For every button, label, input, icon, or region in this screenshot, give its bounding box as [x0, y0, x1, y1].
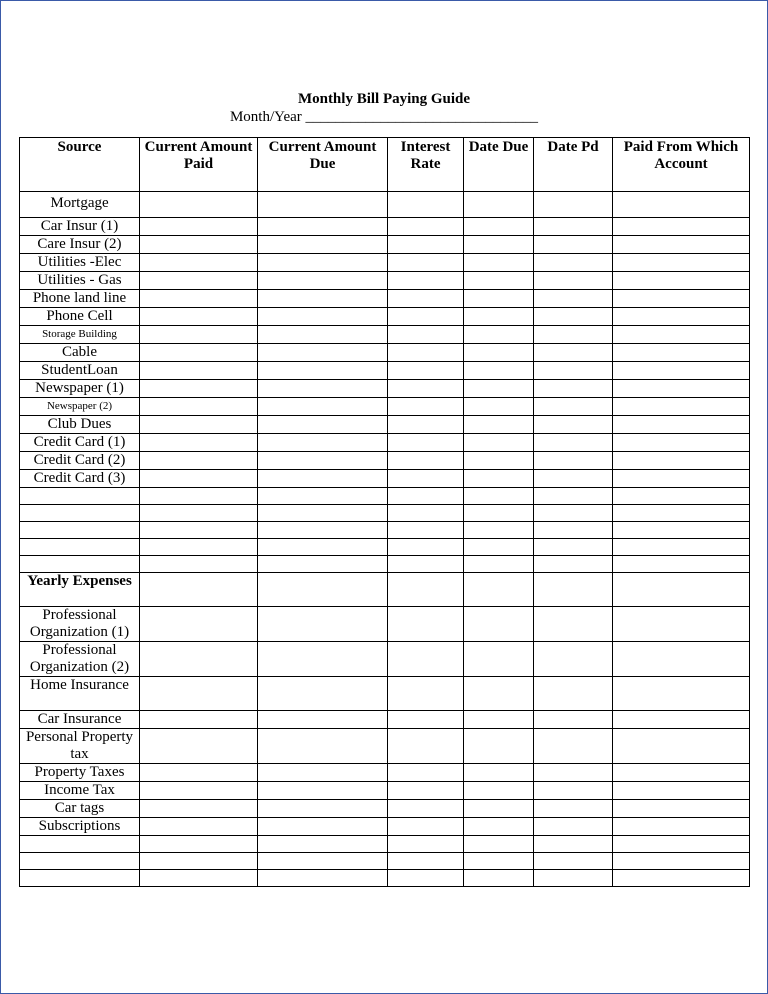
- entry-cell: [140, 800, 258, 818]
- entry-cell: [388, 764, 464, 782]
- source-cell: Cable: [20, 344, 140, 362]
- table-row: [20, 398, 750, 416]
- entry-cell: [258, 729, 388, 764]
- entry-cell: [534, 488, 613, 505]
- entry-cell: [258, 362, 388, 380]
- entry-cell: [140, 818, 258, 836]
- source-cell: Yearly Expenses: [20, 573, 140, 607]
- entry-cell: [534, 539, 613, 556]
- entry-cell: [613, 764, 750, 782]
- table-row: [20, 362, 750, 380]
- entry-cell: [613, 782, 750, 800]
- entry-cell: [258, 398, 388, 416]
- entry-cell: [258, 488, 388, 505]
- entry-cell: [534, 398, 613, 416]
- header-row: [20, 138, 750, 192]
- column-header-current-amount-due: Current Amount Due: [258, 138, 388, 192]
- entry-cell: [464, 836, 534, 853]
- table-row: [20, 522, 750, 539]
- entry-cell: [258, 818, 388, 836]
- entry-cell: [464, 218, 534, 236]
- table-row: [20, 800, 750, 818]
- table-row: [20, 236, 750, 254]
- entry-cell: [534, 870, 613, 887]
- source-cell: Phone land line: [20, 290, 140, 308]
- table-row: [20, 218, 750, 236]
- entry-cell: [140, 272, 258, 290]
- entry-cell: [464, 870, 534, 887]
- source-cell: Mortgage: [20, 192, 140, 218]
- entry-cell: [258, 573, 388, 607]
- source-cell: Utilities - Gas: [20, 272, 140, 290]
- entry-cell: [258, 272, 388, 290]
- entry-cell: [388, 344, 464, 362]
- source-cell: [20, 505, 140, 522]
- source-cell: Car tags: [20, 800, 140, 818]
- source-cell: Credit Card (2): [20, 452, 140, 470]
- entry-cell: [534, 764, 613, 782]
- entry-cell: [140, 488, 258, 505]
- entry-cell: [613, 380, 750, 398]
- source-cell: Phone Cell: [20, 308, 140, 326]
- entry-cell: [258, 452, 388, 470]
- entry-cell: [464, 488, 534, 505]
- entry-cell: [464, 782, 534, 800]
- entry-cell: [464, 539, 534, 556]
- entry-cell: [388, 308, 464, 326]
- entry-cell: [464, 470, 534, 488]
- entry-cell: [464, 434, 534, 452]
- entry-cell: [464, 344, 534, 362]
- entry-cell: [258, 836, 388, 853]
- entry-cell: [613, 853, 750, 870]
- table-row: [20, 254, 750, 272]
- entry-cell: [388, 573, 464, 607]
- entry-cell: [258, 290, 388, 308]
- table-row: [20, 416, 750, 434]
- entry-cell: [464, 764, 534, 782]
- entry-cell: [534, 677, 613, 711]
- entry-cell: [613, 711, 750, 729]
- entry-cell: [388, 192, 464, 218]
- month-year-line: Month/Year _______________________________: [229, 109, 539, 125]
- source-cell: Income Tax: [20, 782, 140, 800]
- entry-cell: [388, 434, 464, 452]
- entry-cell: [534, 782, 613, 800]
- entry-cell: [388, 836, 464, 853]
- entry-cell: [613, 870, 750, 887]
- entry-cell: [464, 290, 534, 308]
- table-row: [20, 380, 750, 398]
- entry-cell: [258, 853, 388, 870]
- entry-cell: [534, 452, 613, 470]
- source-cell: [20, 522, 140, 539]
- entry-cell: [388, 818, 464, 836]
- entry-cell: [388, 539, 464, 556]
- entry-cell: [258, 192, 388, 218]
- entry-cell: [534, 729, 613, 764]
- source-cell: Newspaper (2): [20, 398, 140, 416]
- entry-cell: [534, 218, 613, 236]
- entry-cell: [258, 416, 388, 434]
- entry-cell: [140, 853, 258, 870]
- entry-cell: [613, 573, 750, 607]
- entry-cell: [258, 522, 388, 539]
- column-header-interest-rate: Interest Rate: [388, 138, 464, 192]
- entry-cell: [464, 642, 534, 677]
- entry-cell: [534, 470, 613, 488]
- column-header-date-due: Date Due: [464, 138, 534, 192]
- entry-cell: [388, 416, 464, 434]
- entry-cell: [534, 853, 613, 870]
- entry-cell: [534, 326, 613, 344]
- source-cell: Credit Card (1): [20, 434, 140, 452]
- entry-cell: [613, 539, 750, 556]
- entry-cell: [140, 677, 258, 711]
- entry-cell: [613, 308, 750, 326]
- table-row: [20, 308, 750, 326]
- entry-cell: [464, 398, 534, 416]
- entry-cell: [464, 326, 534, 344]
- table-row: [20, 470, 750, 488]
- table-row: [20, 677, 750, 711]
- table-row: [20, 836, 750, 853]
- source-cell: [20, 488, 140, 505]
- entry-cell: [388, 677, 464, 711]
- entry-cell: [388, 236, 464, 254]
- entry-cell: [140, 236, 258, 254]
- entry-cell: [140, 254, 258, 272]
- entry-cell: [464, 677, 534, 711]
- entry-cell: [613, 556, 750, 573]
- entry-cell: [258, 470, 388, 488]
- entry-cell: [388, 729, 464, 764]
- entry-cell: [258, 505, 388, 522]
- entry-cell: [388, 607, 464, 642]
- entry-cell: [388, 800, 464, 818]
- source-cell: [20, 870, 140, 887]
- entry-cell: [140, 556, 258, 573]
- entry-cell: [613, 254, 750, 272]
- entry-cell: [613, 434, 750, 452]
- entry-cell: [613, 505, 750, 522]
- source-cell: Care Insur (2): [20, 236, 140, 254]
- entry-cell: [613, 326, 750, 344]
- entry-cell: [140, 539, 258, 556]
- entry-cell: [140, 192, 258, 218]
- entry-cell: [258, 677, 388, 711]
- source-cell: [20, 556, 140, 573]
- entry-cell: [140, 870, 258, 887]
- entry-cell: [258, 607, 388, 642]
- entry-cell: [534, 254, 613, 272]
- entry-cell: [534, 362, 613, 380]
- source-cell: Car Insur (1): [20, 218, 140, 236]
- entry-cell: [613, 272, 750, 290]
- table-row: [20, 556, 750, 573]
- entry-cell: [140, 398, 258, 416]
- entry-cell: [464, 236, 534, 254]
- entry-cell: [388, 290, 464, 308]
- table-row: [20, 434, 750, 452]
- entry-cell: [534, 236, 613, 254]
- entry-cell: [258, 764, 388, 782]
- entry-cell: [258, 326, 388, 344]
- entry-cell: [613, 452, 750, 470]
- entry-cell: [388, 853, 464, 870]
- column-header-date-pd: Date Pd: [534, 138, 613, 192]
- entry-cell: [140, 607, 258, 642]
- entry-cell: [388, 218, 464, 236]
- entry-cell: [534, 290, 613, 308]
- entry-cell: [464, 380, 534, 398]
- entry-cell: [613, 290, 750, 308]
- bill-table: [19, 137, 750, 887]
- entry-cell: [464, 505, 534, 522]
- entry-cell: [464, 192, 534, 218]
- entry-cell: [613, 836, 750, 853]
- entry-cell: [534, 800, 613, 818]
- table-row: [20, 573, 750, 607]
- entry-cell: [534, 192, 613, 218]
- source-cell: [20, 853, 140, 870]
- entry-cell: [258, 870, 388, 887]
- entry-cell: [258, 800, 388, 818]
- entry-cell: [534, 308, 613, 326]
- entry-cell: [534, 522, 613, 539]
- source-cell: Personal Property tax: [20, 729, 140, 764]
- entry-cell: [140, 290, 258, 308]
- table-row: [20, 711, 750, 729]
- entry-cell: [464, 800, 534, 818]
- entry-cell: [613, 398, 750, 416]
- entry-cell: [534, 607, 613, 642]
- table-row: [20, 290, 750, 308]
- entry-cell: [140, 836, 258, 853]
- entry-cell: [388, 505, 464, 522]
- entry-cell: [613, 729, 750, 764]
- entry-cell: [258, 539, 388, 556]
- entry-cell: [388, 488, 464, 505]
- entry-cell: [464, 729, 534, 764]
- entry-cell: [388, 522, 464, 539]
- entry-cell: [388, 326, 464, 344]
- entry-cell: [613, 607, 750, 642]
- entry-cell: [258, 782, 388, 800]
- entry-cell: [464, 853, 534, 870]
- table-row: [20, 607, 750, 642]
- table-row: [20, 853, 750, 870]
- entry-cell: [258, 236, 388, 254]
- column-header-current-amount-paid: Current Amount Paid: [140, 138, 258, 192]
- entry-cell: [388, 452, 464, 470]
- entry-cell: [140, 522, 258, 539]
- entry-cell: [464, 818, 534, 836]
- entry-cell: [140, 729, 258, 764]
- source-cell: Club Dues: [20, 416, 140, 434]
- entry-cell: [140, 642, 258, 677]
- table-row: [20, 870, 750, 887]
- entry-cell: [613, 362, 750, 380]
- entry-cell: [140, 218, 258, 236]
- entry-cell: [258, 308, 388, 326]
- entry-cell: [534, 556, 613, 573]
- entry-cell: [534, 573, 613, 607]
- entry-cell: [613, 488, 750, 505]
- entry-cell: [464, 711, 534, 729]
- entry-cell: [258, 711, 388, 729]
- entry-cell: [534, 642, 613, 677]
- entry-cell: [140, 308, 258, 326]
- table-row: [20, 505, 750, 522]
- entry-cell: [464, 556, 534, 573]
- entry-cell: [534, 380, 613, 398]
- entry-cell: [534, 505, 613, 522]
- table-row: [20, 729, 750, 764]
- table-row: [20, 344, 750, 362]
- entry-cell: [140, 711, 258, 729]
- entry-cell: [388, 782, 464, 800]
- entry-cell: [464, 272, 534, 290]
- entry-cell: [140, 573, 258, 607]
- entry-cell: [388, 870, 464, 887]
- entry-cell: [613, 470, 750, 488]
- entry-cell: [258, 344, 388, 362]
- table-row: [20, 488, 750, 505]
- table-row: [20, 764, 750, 782]
- entry-cell: [140, 764, 258, 782]
- column-header-paid-from-account: Paid From Which Account: [613, 138, 750, 192]
- entry-cell: [613, 642, 750, 677]
- source-cell: Property Taxes: [20, 764, 140, 782]
- entry-cell: [464, 522, 534, 539]
- source-cell: Professional Organization (2): [20, 642, 140, 677]
- source-cell: Storage Building: [20, 326, 140, 344]
- entry-cell: [388, 398, 464, 416]
- entry-cell: [388, 711, 464, 729]
- entry-cell: [388, 556, 464, 573]
- entry-cell: [613, 236, 750, 254]
- entry-cell: [140, 416, 258, 434]
- entry-cell: [258, 556, 388, 573]
- entry-cell: [258, 642, 388, 677]
- entry-cell: [464, 362, 534, 380]
- entry-cell: [534, 711, 613, 729]
- entry-cell: [258, 380, 388, 398]
- table-row: [20, 642, 750, 677]
- table-row: [20, 452, 750, 470]
- entry-cell: [613, 192, 750, 218]
- entry-cell: [613, 522, 750, 539]
- entry-cell: [140, 470, 258, 488]
- entry-cell: [464, 573, 534, 607]
- entry-cell: [140, 452, 258, 470]
- entry-cell: [464, 254, 534, 272]
- entry-cell: [388, 362, 464, 380]
- entry-cell: [464, 607, 534, 642]
- entry-cell: [388, 470, 464, 488]
- entry-cell: [140, 362, 258, 380]
- source-cell: StudentLoan: [20, 362, 140, 380]
- entry-cell: [140, 380, 258, 398]
- entry-cell: [258, 218, 388, 236]
- source-cell: Professional Organization (1): [20, 607, 140, 642]
- entry-cell: [464, 308, 534, 326]
- entry-cell: [613, 218, 750, 236]
- entry-cell: [534, 818, 613, 836]
- entry-cell: [140, 782, 258, 800]
- entry-cell: [534, 272, 613, 290]
- source-cell: Utilities -Elec: [20, 254, 140, 272]
- entry-cell: [388, 272, 464, 290]
- entry-cell: [140, 434, 258, 452]
- entry-cell: [140, 344, 258, 362]
- entry-cell: [613, 416, 750, 434]
- entry-cell: [388, 254, 464, 272]
- table-row: [20, 818, 750, 836]
- entry-cell: [464, 416, 534, 434]
- entry-cell: [613, 818, 750, 836]
- source-cell: Home Insurance: [20, 677, 140, 711]
- entry-cell: [258, 434, 388, 452]
- page-title: Monthly Bill Paying Guide: [297, 91, 471, 107]
- entry-cell: [140, 326, 258, 344]
- table-row: [20, 272, 750, 290]
- table-row: [20, 326, 750, 344]
- source-cell: [20, 539, 140, 556]
- entry-cell: [388, 380, 464, 398]
- entry-cell: [534, 434, 613, 452]
- column-header-source: Source: [20, 138, 140, 192]
- entry-cell: [258, 254, 388, 272]
- source-cell: [20, 836, 140, 853]
- source-cell: Car Insurance: [20, 711, 140, 729]
- entry-cell: [464, 452, 534, 470]
- entry-cell: [534, 416, 613, 434]
- entry-cell: [388, 642, 464, 677]
- source-cell: Subscriptions: [20, 818, 140, 836]
- source-cell: Newspaper (1): [20, 380, 140, 398]
- entry-cell: [613, 800, 750, 818]
- table-row: [20, 192, 750, 218]
- source-cell: Credit Card (3): [20, 470, 140, 488]
- entry-cell: [534, 344, 613, 362]
- table-row: [20, 782, 750, 800]
- entry-cell: [140, 505, 258, 522]
- entry-cell: [534, 836, 613, 853]
- entry-cell: [613, 344, 750, 362]
- table-row: [20, 539, 750, 556]
- entry-cell: [613, 677, 750, 711]
